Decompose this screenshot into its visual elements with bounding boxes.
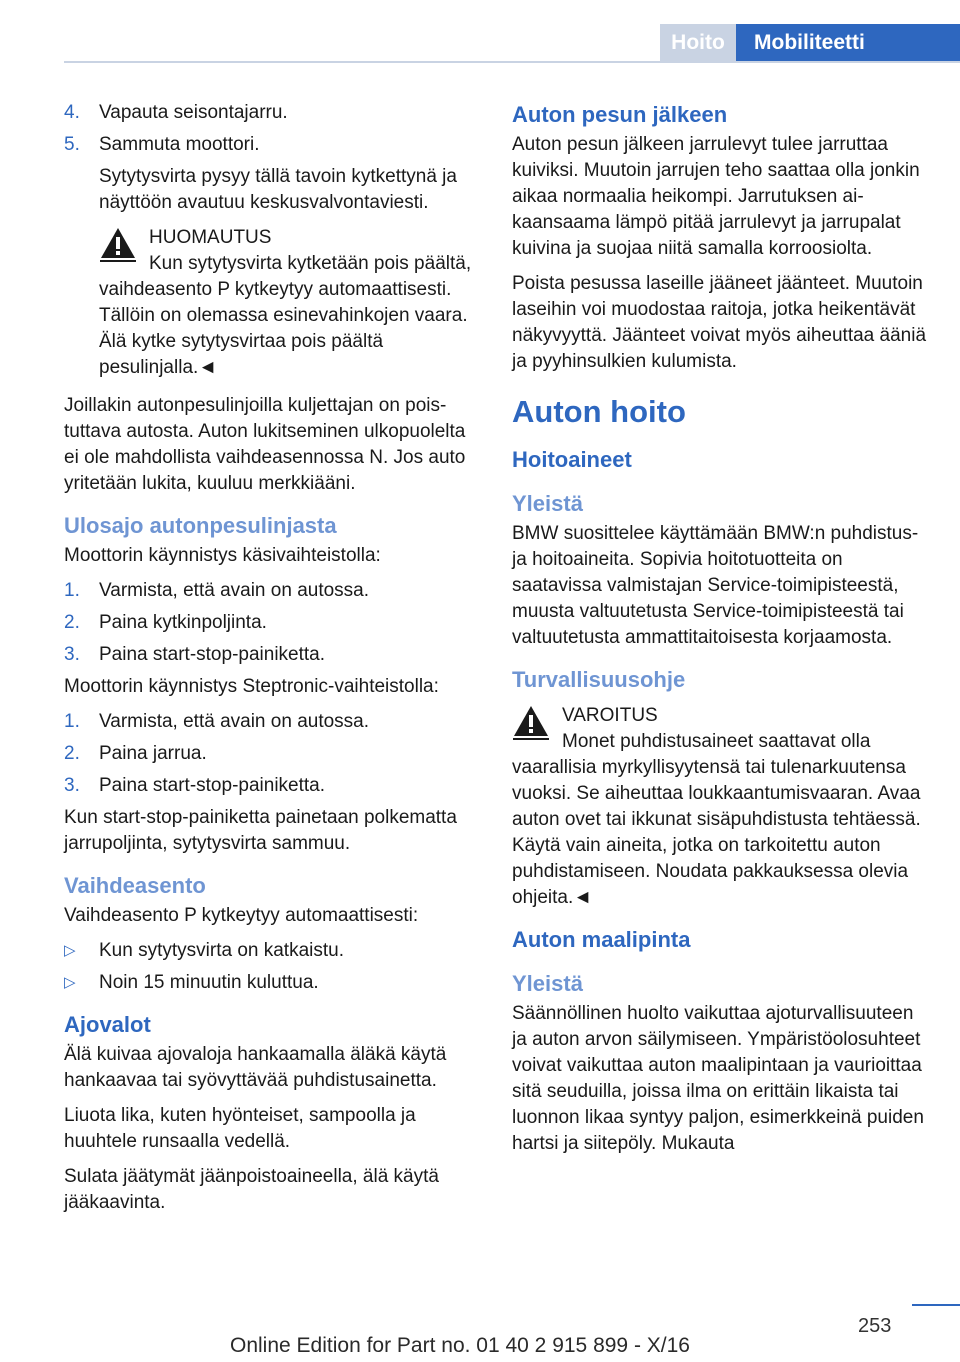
step-text: Paina jarrua.	[99, 743, 207, 764]
list-item	[64, 642, 480, 668]
step-text: Paina start-stop-painiketta.	[99, 775, 326, 796]
tab-hoito[interactable]: Hoito	[660, 24, 736, 62]
warning-title: VAROITUS	[562, 705, 658, 726]
step5-subtext: Sytytysvirta pysyy tällä tavoin kytkettynä ja näyttöön avautuu keskusvalvontaviesti.	[99, 166, 457, 213]
step-text: Varmista, että avain on autossa.	[99, 711, 370, 732]
right-column	[512, 100, 928, 1166]
list-item	[64, 970, 480, 996]
step-number: 1.	[64, 711, 80, 732]
steps-list-b	[64, 578, 480, 668]
tab-mobiliteetti[interactable]: Mobiliteetti	[736, 24, 960, 62]
subsection-heading-yleista: Yleistä	[512, 971, 583, 996]
warning-triangle-icon	[99, 225, 137, 263]
step-text: Sammuta moottori.	[99, 134, 260, 155]
header-tabs	[660, 24, 960, 62]
step-number: 3.	[64, 775, 80, 796]
page-number: 253	[858, 1315, 892, 1337]
list-item	[64, 741, 480, 767]
list-item	[64, 610, 480, 636]
step-number: 4.	[64, 102, 80, 123]
step-text: Varmista, että avain on autossa.	[99, 580, 370, 601]
paragraph: Poista pesussa laseille jääneet jäänteet. Muutoin laseihin voi muodostaa raitoja, jotka heikentävät näkyvyyttä. Jäänteet voivat myös aiheuttaa ääniä ja pyyhinsulkien kulumista.	[512, 273, 927, 372]
left-column	[64, 100, 480, 1225]
paragraph: Liuota lika, kuten hyönteiset, sampoolla ja huuhtele runsaalla vedellä.	[64, 1105, 416, 1152]
step-number: 5.	[64, 134, 80, 155]
triangle-bullet-icon: ▷	[64, 974, 76, 991]
section-heading-vaihdeasento: Vaihdeasento	[64, 873, 206, 898]
notice-box	[99, 225, 480, 381]
paragraph: Moottorin käynnistys käsivaihteistolla:	[64, 545, 381, 566]
edition-footer: Online Edition for Part no. 01 40 2 915 899 - X/16	[230, 1334, 690, 1357]
step-text: Paina start-stop-painiketta.	[99, 644, 326, 665]
step-text: Paina kytkinpoljinta.	[99, 612, 267, 633]
paragraph: Moottorin käynnistys Steptronic-vaihteistolla:	[64, 676, 439, 697]
section-heading-ajovalot: Ajovalot	[64, 1012, 151, 1037]
section-heading-pesun-jalkeen: Auton pesun jälkeen	[512, 102, 728, 127]
warning-triangle-icon	[512, 703, 550, 741]
paragraph: BMW suosittelee käyttämään BMW:n puhdistus- ja hoitoaineita. Sopivia hoitotuotteita on saatavissa valmistajan Service-toimipisteestä, muusta valtuutetusta Service-toimipisteestä tai valtuutetusta ammattitaitoisesta korjaamosta.	[512, 523, 919, 648]
step-number: 2.	[64, 743, 80, 764]
paragraph: Joillakin autonpesulinjoilla kuljettajan on poistuttava autosta. Auton lukitseminen ulkopuolelta ei ole mahdollista vaihdeasennossa N. Jos auto yritetään lukita, kuuluu merkkiääni.	[64, 395, 466, 494]
list-item	[64, 132, 480, 158]
paragraph: Auton pesun jälkeen jarrulevyt tulee jarruttaa kuiviksi. Muutoin jarrujen teho saattaa olla jonkin aikaa normaalia heikompi. Jarrutuksen aikaansaama lämpö pitää jarrulevyt ja jarrupalat kuivina ja suojaa niitä samalla korroosiolta.	[512, 134, 920, 259]
steps-list-a	[64, 100, 480, 158]
section-heading-hoitoaineet: Hoitoaineet	[512, 447, 632, 472]
step-number: 3.	[64, 644, 80, 665]
notice-text: Kun sytytysvirta kytketään pois päältä, vaihdeasento P kytkeytyy automaattisesti. Tällöin on olemassa esinevahinkojen vaara. Älä kytke sytytysvirtaa pois päältä pesulinjalla.◄	[99, 253, 472, 378]
list-item	[64, 773, 480, 799]
bullet-list	[64, 938, 480, 996]
step-number: 1.	[64, 580, 80, 601]
steps-list-c	[64, 709, 480, 799]
section-heading-ulosajo: Ulosajo autonpesulinjasta	[64, 513, 337, 538]
bullet-text: Noin 15 minuutin kuluttua.	[99, 972, 319, 993]
list-item	[64, 578, 480, 604]
footer-rule	[912, 1304, 960, 1306]
subsection-heading-yleista: Yleistä	[512, 491, 583, 516]
step-number: 2.	[64, 612, 80, 633]
triangle-bullet-icon: ▷	[64, 942, 76, 959]
subsection-heading-turvallisuusohje: Turvallisuusohje	[512, 667, 686, 692]
header-rule	[64, 61, 960, 63]
notice-title: HUOMAUTUS	[149, 227, 272, 248]
list-item	[64, 709, 480, 735]
warning-text: Monet puhdistusaineet saattavat olla vaarallisia myrkyllisyytensä tai tulenarkuutensa vuoksi. Se aiheuttaa loukkaantumisvaaran. Avaa auton ovet tai ikkunat sisäpuhdistusta tehtäessä. Käytä vain aineita, jotka on tarkoitettu auton puhdistamiseen. Noudata pakkauksessa olevia ohjeita.◄	[512, 731, 921, 908]
list-item	[64, 938, 480, 964]
warning-box	[512, 703, 928, 911]
chapter-heading-auton-hoito: Auton hoito	[512, 394, 686, 429]
step-text: Vapauta seisontajarru.	[99, 102, 288, 123]
paragraph: Kun start-stop-painiketta painetaan polkematta jarrupoljinta, sytytysvirta sammuu.	[64, 807, 457, 854]
paragraph: Vaihdeasento P kytkeytyy automaattisesti:	[64, 905, 419, 926]
paragraph: Sulata jäätymät jäänpoistoaineella, älä käytä jääkaavinta.	[64, 1166, 439, 1213]
paragraph: Älä kuivaa ajovaloja hankaamalla äläkä käytä hankaavaa tai syövyttävää puhdistusainetta.	[64, 1044, 447, 1091]
section-heading-maalipinta: Auton maalipinta	[512, 927, 691, 952]
bullet-text: Kun sytytysvirta on katkaistu.	[99, 940, 344, 961]
list-item	[64, 100, 480, 126]
paragraph: Säännöllinen huolto vaikuttaa ajoturvallisuuteen ja auton arvon säilymiseen. Ympäristöolosuhteet voivat vaikuttaa auton maalipintaan ja vaurioittaa sitä seuduilla, joissa ilma on erittäin likaista tai luonnon likaa syntyy paljon, esimerkkeinä puiden hartsi ja siitepöly. Mukauta	[512, 1003, 924, 1154]
